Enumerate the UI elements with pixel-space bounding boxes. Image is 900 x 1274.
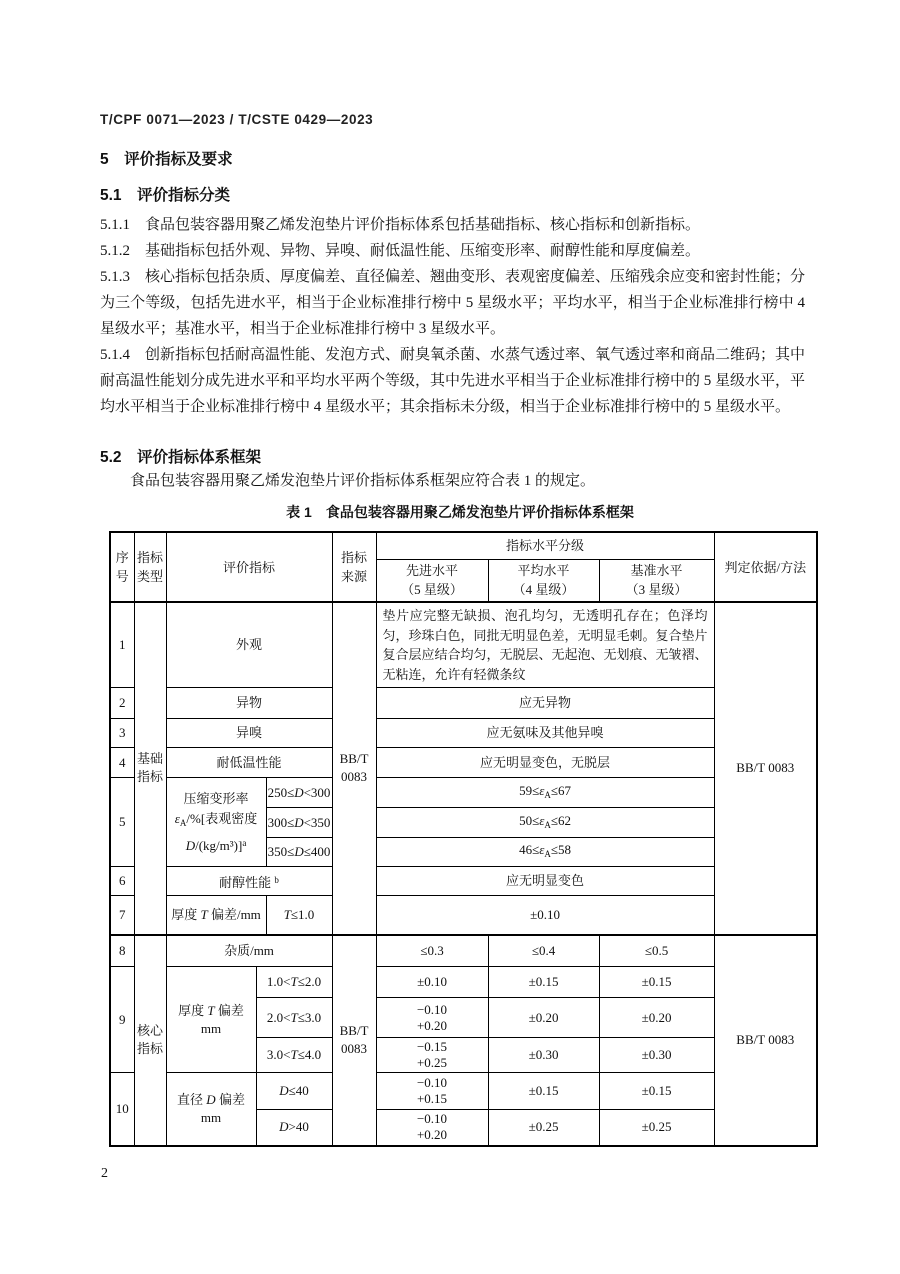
level-value-cell: 应无明显变色，无脱层 <box>376 748 714 778</box>
baseline-value-cell: ±0.15 <box>599 967 714 998</box>
condition-cell: 350≤D≤400 <box>266 838 332 867</box>
condition-cell: 300≤D<350 <box>266 808 332 838</box>
paragraph-5-2-intro: 食品包装容器用聚乙烯发泡垫片评价指标体系框架应符合表 1 的规定。 <box>130 473 596 489</box>
baseline-value-cell: ±0.30 <box>599 1038 714 1073</box>
baseline-value-cell: ±0.15 <box>599 1073 714 1110</box>
paragraph-5-1-2: 5.1.2 基础指标包括外观、异物、异嗅、耐低温性能、压缩变形率、耐醇性能和厚度偏差。 <box>100 243 701 259</box>
condition-cell: D>40 <box>256 1110 332 1146</box>
level-value-cell: $46\le\varepsilon_A\le 58$ <box>376 838 714 867</box>
level-value-cell: 垫片应完整无缺损、泡孔均匀，无透明孔存在；色泽均匀，珍珠白色，同批无明显色差，无明显毛刺。复合垫片复合层应结合均匀，无脱层、无起泡、无划痕、无皱褶、无粘连，允许有轻微条纹 <box>376 602 714 688</box>
evaluation-framework-table <box>109 531 818 1147</box>
table-row <box>110 748 817 778</box>
average-value-cell: ±0.20 <box>488 998 599 1038</box>
condition-cell: T≤1.0 <box>266 896 332 935</box>
advanced-value-cell: −0.10 +0.20 <box>376 1110 488 1146</box>
section-heading-5: 5 评价指标及要求 <box>100 151 233 168</box>
row-number-cell: 9 <box>110 967 134 1073</box>
condition-cell: 1.0<T≤2.0 <box>256 967 332 998</box>
table-row <box>110 896 817 935</box>
col-header-type: 指标 类型 <box>134 532 166 602</box>
paragraph-5-1-1: 5.1.1 食品包装容器用聚乙烯发泡垫片评价指标体系包括基础指标、核心指标和创新指标。 <box>100 217 701 233</box>
level-value-cell: 应无明显变色 <box>376 867 714 896</box>
average-value-cell: ±0.25 <box>488 1110 599 1146</box>
indicator-cell: 压缩变形率 $\varepsilon_A/\%$[表观密度 D/(kg/m³)]$^a$ <box>166 778 266 867</box>
advanced-value-cell: ≤0.3 <box>376 935 488 967</box>
condition-cell: 3.0<T≤4.0 <box>256 1038 332 1073</box>
table-row <box>110 719 817 748</box>
baseline-value-cell: ≤0.5 <box>599 935 714 967</box>
col-header-baseline: 基准水平 （3 星级） <box>599 559 714 602</box>
indicator-cell: 异物 <box>166 688 332 719</box>
col-header-average: 平均水平 （4 星级） <box>488 559 599 602</box>
level-value-cell: $59\le\varepsilon_A\le 67$ <box>376 778 714 808</box>
row-number-cell: 10 <box>110 1073 134 1146</box>
table-caption: 表 1 食品包装容器用聚乙烯发泡垫片评价指标体系框架 <box>286 504 634 520</box>
condition-cell: D≤40 <box>256 1073 332 1110</box>
col-header-advanced: 先进水平 （5 星级） <box>376 559 488 602</box>
standard-code: T/CPF 0071—2023 / T/CSTE 0429—2023 <box>100 112 374 127</box>
average-value-cell: ±0.15 <box>488 967 599 998</box>
average-value-cell: ±0.30 <box>488 1038 599 1073</box>
indicator-cell: 杂质/mm <box>166 935 332 967</box>
row-number-cell: 3 <box>110 719 134 748</box>
col-header-indicator: 评价指标 <box>166 532 332 602</box>
level-value-cell: ±0.10 <box>376 896 714 935</box>
section-heading-5-1: 5.1 评价指标分类 <box>100 187 231 204</box>
advanced-value-cell: −0.10 +0.15 <box>376 1073 488 1110</box>
advanced-value-cell: −0.15 +0.25 <box>376 1038 488 1073</box>
condition-cell: 250≤D<300 <box>266 778 332 808</box>
table-row <box>110 778 817 808</box>
table-row <box>110 688 817 719</box>
category-cell-basic: 基础 指标 <box>134 602 166 935</box>
baseline-value-cell: ±0.20 <box>599 998 714 1038</box>
category-cell-core: 核心 指标 <box>134 935 166 1146</box>
paragraph-5-1-3: 5.1.3 核心指标包括杂质、厚度偏差、直径偏差、翘曲变形、表观密度偏差、压缩残余应变和密封性能；分为三个等级，包括先进水平，相当于企业标准排行榜中 5 星级水平；平均水平，相当于企业标准排行榜中 4 星级水平；基准水平，相当于企业标准排行榜中 3 星级水平。 <box>100 269 806 337</box>
paragraph-5-1-4: 5.1.4 创新指标包括耐高温性能、发泡方式、耐臭氧杀菌、水蒸气透过率、氧气透过率和商品二维码；其中耐高温性能划分成先进水平和平均水平两个等级，其中先进水平相当于企业标准排行榜中的 5 星级水平，平均水平相当于企业标准排行榜中 4 星级水平；其余指标未分级，相当于企业标准排行榜中的 5 星级水平。 <box>100 347 806 415</box>
table-row <box>110 1073 817 1110</box>
indicator-cell: 异嗅 <box>166 719 332 748</box>
row-number-cell: 8 <box>110 935 134 967</box>
table-row <box>110 867 817 896</box>
section-heading-5-2: 5.2 评价指标体系框架 <box>100 449 262 466</box>
indicator-cell: 外观 <box>166 602 332 688</box>
row-number-cell: 6 <box>110 867 134 896</box>
level-value-cell: 应无氨味及其他异嗅 <box>376 719 714 748</box>
level-value-cell: $50\le\varepsilon_A\le 62$ <box>376 808 714 838</box>
average-value-cell: ±0.15 <box>488 1073 599 1110</box>
col-header-grading: 指标水平分级 <box>376 532 714 559</box>
col-header-no: 序 号 <box>110 532 134 602</box>
row-number-cell: 7 <box>110 896 134 935</box>
table-header-row <box>110 532 817 559</box>
condition-cell: 2.0<T≤3.0 <box>256 998 332 1038</box>
indicator-cell: 厚度 T 偏差/mm <box>166 896 266 935</box>
judgment-cell: BB/T 0083 <box>714 602 817 935</box>
page-number: 2 <box>101 1166 108 1181</box>
row-number-cell: 4 <box>110 748 134 778</box>
table-row <box>110 935 817 967</box>
source-cell: BB/T 0083 <box>332 935 376 1146</box>
level-value-cell: 应无异物 <box>376 688 714 719</box>
row-number-cell: 2 <box>110 688 134 719</box>
row-number-cell: 1 <box>110 602 134 688</box>
baseline-value-cell: ±0.25 <box>599 1110 714 1146</box>
indicator-cell: 厚度 T 偏差 mm <box>166 967 256 1073</box>
col-header-source: 指标 来源 <box>332 532 376 602</box>
judgment-cell: BB/T 0083 <box>714 935 817 1146</box>
advanced-value-cell: −0.10 +0.20 <box>376 998 488 1038</box>
table-row <box>110 967 817 998</box>
average-value-cell: ≤0.4 <box>488 935 599 967</box>
indicator-cell: 耐醇性能 $^b$ <box>166 867 332 896</box>
row-number-cell: 5 <box>110 778 134 867</box>
table-row <box>110 602 817 688</box>
source-cell: BB/T 0083 <box>332 602 376 935</box>
col-header-judgment: 判定依据/方法 <box>714 532 817 602</box>
indicator-cell: 耐低温性能 <box>166 748 332 778</box>
indicator-cell: 直径 D 偏差 mm <box>166 1073 256 1146</box>
advanced-value-cell: ±0.10 <box>376 967 488 998</box>
